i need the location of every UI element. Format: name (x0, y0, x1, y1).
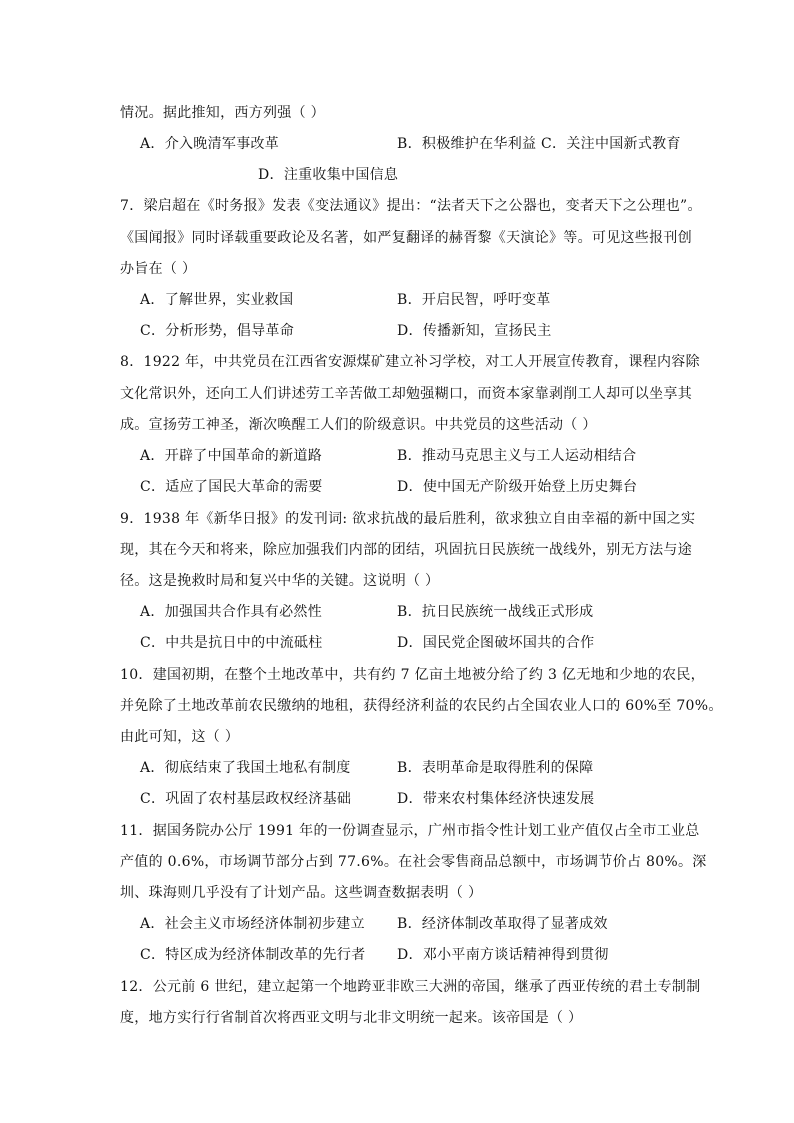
q11-option-b: B．经济体制改革取得了显著成效 (397, 916, 608, 932)
q7-stem-line2: 《国闻报》同时译载重要政论及名著，如严复翻译的赫胥黎《天演论》等。可见这些报刊创 (120, 230, 692, 246)
q9-option-d: D．国民党企图破坏国共的合作 (397, 635, 595, 651)
q7-option-a: A．了解世界，实业救国 (140, 292, 294, 308)
q9-option-b: B．抗日民族统一战线正式形成 (397, 604, 594, 620)
q9-stem-line3: 径。这是挽救时局和复兴中华的关键。这说明（ ） (120, 573, 440, 589)
q9-stem-line1: 9．1938 年《新华日报》的发刊词: 欲求抗战的最后胜利，欲求独立自由幸福的新中国之实 (120, 511, 696, 527)
q11-stem-line3: 圳、珠海则几乎没有了计划产品。这些调查数据表明（ ） (120, 885, 483, 901)
q8-stem-line2: 文化常识外，还向工人们讲述劳工辛苦做工却勉强糊口，而资本家靠剥削工人却可以坐享其 (120, 386, 692, 402)
q11-stem-line1: 11．据国务院办公厅 1991 年的一份调查显示，广州市指令性计划工业产值仅占全市工业总 (120, 823, 700, 839)
q9-stem-line2: 现，其在今天和将来，除应加强我们内部的团结，巩固抗日民族统一战线外，别无方法与途 (120, 542, 692, 558)
q11-stem-line2: 产值的 0.6%，市场调节部分占到 77.6%。在社会零售商品总额中，市场调节价占 80%。深 (120, 854, 707, 870)
q8-option-a: A．开辟了中国革命的新道路 (140, 448, 323, 464)
q10-stem-line2: 并免除了土地改革前农民缴纳的地租，获得经济利益的农民约占全国农业人口的 60%至 70%。 (120, 698, 723, 714)
q7-option-b: B．开启民智，呼吁变革 (397, 292, 551, 308)
q10-option-b: B．表明革命是取得胜利的保障 (397, 760, 594, 776)
q8-stem-line3: 成。宣扬劳工神圣，渐次唤醒工人们的阶级意识。中共党员的这些活动（ ） (120, 417, 597, 433)
q6-option-a: A．介入晚清军事改革 (140, 136, 280, 152)
q6-stem: 情况。据此推知，西方列强（ ） (120, 105, 325, 121)
q10-option-d: D．带来农村集体经济快速发展 (397, 791, 595, 807)
q12-stem-line2: 度，地方实行行省制首次将西亚文明与北非文明统一起来。该帝国是（ ） (120, 1010, 583, 1026)
q8-option-c: C．适应了国民大革命的需要 (140, 479, 323, 495)
q8-option-b: B．推动马克思主义与工人运动相结合 (397, 448, 637, 464)
q11-option-d: D．邓小平南方谈话精神得到贯彻 (397, 947, 609, 963)
q7-option-d: D．传播新知，宣扬民主 (397, 323, 552, 339)
q7-stem-line1: 7．梁启超在《时务报》发表《变法通议》提出：“法者天下之公器也，变者天下之公理也”。 (120, 198, 702, 214)
q9-option-c: C．中共是抗日中的中流砥柱 (140, 635, 323, 651)
q7-option-c: C．分析形势，倡导革命 (140, 323, 295, 339)
q8-option-d: D．使中国无产阶级开始登上历史舞台 (397, 479, 638, 495)
q7-stem-line3: 办旨在（ ） (120, 261, 197, 277)
q8-stem-line1: 8．1922 年，中共党员在江西省安源煤矿建立补习学校，对工人开展宣传教育，课程内容除 (120, 354, 700, 370)
q6-option-bc: B．积极维护在华利益 C．关注中国新式教育 (397, 136, 681, 152)
q9-option-a: A．加强国共合作具有必然性 (140, 604, 323, 620)
q10-stem-line3: 由此可知，这（ ） (120, 729, 240, 745)
q6-option-d: D．注重收集中国信息 (258, 167, 399, 183)
q12-stem-line1: 12．公元前 6 世纪，建立起第一个地跨亚非欧三大洲的帝国，继承了西亚传统的君土专制制 (120, 979, 701, 995)
q11-option-c: C．特区成为经济体制改革的先行者 (140, 947, 366, 963)
q10-option-c: C．巩固了农村基层政权经济基础 (140, 791, 352, 807)
q10-stem-line1: 10．建国初期，在整个土地改革中，共有约 7 亿亩土地被分给了约 3 亿无地和少地的农民， (120, 667, 705, 683)
q10-option-a: A．彻底结束了我国土地私有制度 (140, 760, 351, 776)
q11-option-a: A．社会主义市场经济体制初步建立 (140, 916, 365, 932)
